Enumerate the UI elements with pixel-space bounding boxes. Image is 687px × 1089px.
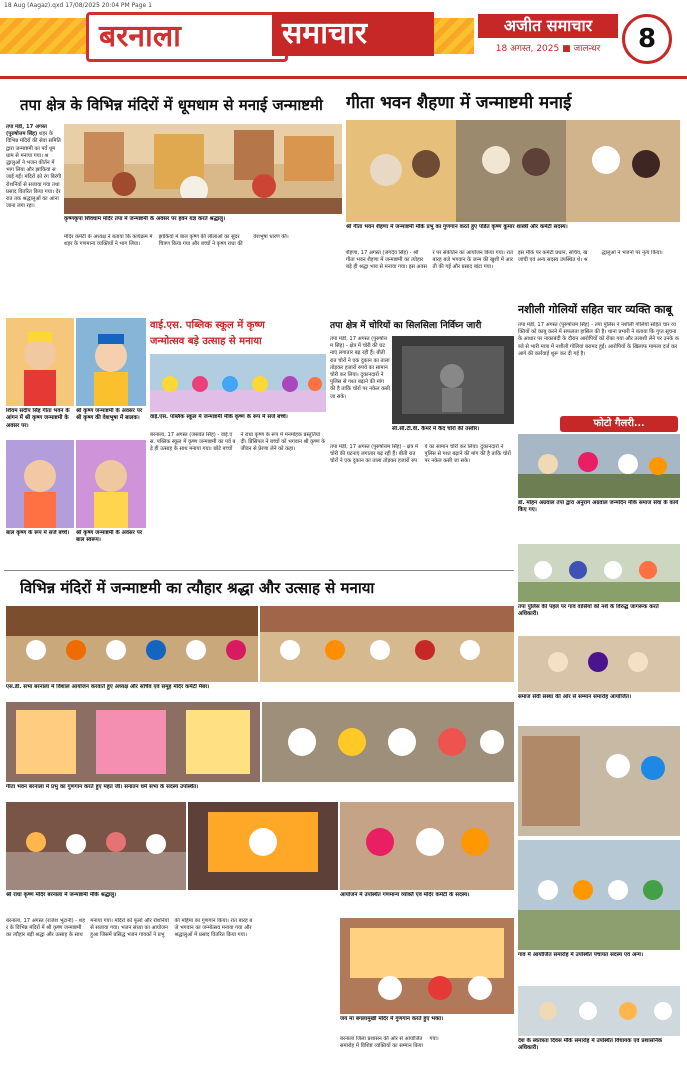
story6-photo-6: [188, 802, 338, 890]
kid-photo-3: [6, 440, 74, 528]
story6-photo-2: [260, 606, 514, 682]
newspaper-brand: अजीत समाचार: [478, 14, 618, 38]
print-info-line: 18 Aug (Aagaz).qxd 17/08/2025 20:04 PM Page 1: [4, 2, 152, 9]
kid-caption-2: श्री कृष्ण जन्माष्टमी के अवसर पर श्री कृष्ण की वेशभूषा में बालक।: [76, 408, 143, 422]
story4-caption: वाई.एस. पब्लिक स्कूल में जन्माष्टमी मौके कृष्ण के रूप में सजे बच्चे।: [150, 414, 288, 420]
story2-body2: इस मौके पर कमेटी प्रधान, सचिव, खजांची एवं अन्य सदस्य उपस्थित थे। श्रद्धालुओं ने भजनों पर नृत्य किया।: [518, 250, 663, 264]
story1-photo: [64, 124, 342, 214]
story6-photo-8: [340, 918, 514, 1014]
story4-body: बरनाला, 17 अगस्त (जसवंत सिंह) - वाई.एस. पब्लिक स्कूल में कृष्ण जन्माष्टमी का पर्व बड़े ही उत्साह के साथ मनाया गया। छोटे बच्चों ने राधा कृष्ण के रूप में मनमोहक प्रस्तुतियां दीं। प्रिंसिपल ने बच्चों को भगवान श्री कृष्ण के जीवन से प्रेरणा लेने को कहा।: [150, 432, 326, 453]
story6-headline: विभिन्न मंदिरों में जन्माष्टमी का त्यौहार श्रद्धा और उत्साह से मनाया: [20, 579, 375, 597]
story6-body: बरनाला, 17 अगस्त (राजेश भूटानी) - शहर के विभिन्न मंदिरों में श्री कृष्ण जन्माष्टमी का त्यौहार बड़ी श्रद्धा और उत्साह के साथ मनाया गया। मंदिरों को फूलों और रोशनियों से सजाया गया। भजन संध्या का आयोजन हुआ जिसमें प्रसिद्ध भजन गायकों ने प्रभु की महिमा का गुणगान किया। रात बारह बजे भगवान का जन्मोत्सव मनाया गया और श्रद्धालुओं में प्रसाद वितरित किया गया।: [6, 918, 253, 939]
gallery-caption-3: समाज सेवी संस्था की ओर से सम्मान समारोह आयोजित।: [518, 694, 632, 700]
cctv-footage-photo: [392, 336, 514, 424]
story2-body: शैहणा, 17 अगस्त (जगदेव सिंह) - श्री गीता भवन शैहणा में जन्माष्टमी का त्योहार बड़े ही श्रद्धा भाव से मनाया गया। इस अवसर पर संकीर्तन का आयोजन किया गया। रात बारह बजे भगवान के जन्म की खुशी में आरती की गई और प्रसाद बांटा गया।: [346, 250, 513, 271]
story2-headline: गीता भवन शैहणा में जन्माष्टमी मनाई: [346, 93, 572, 113]
story3-body: तपा मंडी, 17 अगस्त (पुरुषोत्तम सिंह) - तपा पुलिस ने नशीली गोलियों सहित चार व्यक्तियों को काबू करने में सफलता हासिल की है। थाना प्रभारी ने बताया कि गुप्त सूचना के आधार पर नाकाबंदी के दौरान आरोपियों को रोका गया और तलाशी लेने पर उनके कब्जे से भारी मात्रा में नशीली गोलियां बरामद हुईं। आरोपियों के खिलाफ मामला दर्ज कर आगे की कार्रवाई शुरू कर दी गई है।: [518, 322, 679, 357]
masthead-title-left: [86, 12, 288, 62]
gallery-group-photo-5: [518, 840, 680, 950]
story1-caption: कृष्णकृपा शिवधाम मंदिर तपा में जन्माष्टमी के अवसर पर हवन यज्ञ करते श्रद्धालु।: [64, 216, 226, 222]
story1-dateline: तपा मंडी, 17 अगस्त (पुरुषोत्तम सिंह): [6, 124, 47, 138]
section-divider: [4, 570, 514, 571]
story7-caption: देश के स्वतंत्रता दिवस मौके समारोह में उपस्थित विधायक एवं प्रशासनिक अधिकारी।: [518, 1038, 663, 1052]
story6-photo-3: [6, 702, 260, 782]
story1-headline: तपा क्षेत्र के विभिन्न मंदिरों में धूमधाम से मनाई जन्माष्टमी: [20, 96, 323, 114]
temple-stage-photo: [188, 802, 338, 890]
story5-photo: [392, 336, 514, 424]
story7-body: बरनाला जिला प्रशासन की ओर से आयोजित समारोह में विशिष्ट व्यक्तियों का सम्मान किया गया।: [340, 1036, 439, 1050]
masthead-stripe-left: [0, 18, 86, 54]
kid-krishna-photo-1: [6, 318, 74, 406]
masthead-right-text: समाचार: [282, 16, 368, 51]
story6-photo-4: [262, 702, 514, 782]
story2-photo: [346, 120, 680, 222]
masthead-stripe-right: [434, 18, 474, 54]
issue-date-place: 18 अगस्त, 2025 ■ जालन्धर: [495, 44, 601, 54]
story5-body: तपा मंडी, 17 अगस्त (पुरुषोत्तम सिंह) - क्षेत्र में चोरी की घटनाएं लगातार बढ़ रही हैं। बीती रात चोरों ने एक दुकान का ताला तोड़कर हजारों रुपये का सामान चोरी कर लिया। दुकानदारों ने पुलिस से गश्त बढ़ाने की मांग की है ताकि चोरों पर नकेल कसी जा सके।: [330, 336, 390, 400]
story5-headline: तपा क्षेत्र में चोरियों का सिलसिला निर्विघ्न जारी: [330, 321, 482, 331]
story4-photo: [150, 354, 326, 412]
story6-caption-1: एस.डी. सभा बरनाला में विशाल आयोजन करवाते हुए अध्यक्ष और सचिव एवं समूह मंदिर कमेटी मैंबर।: [6, 684, 210, 690]
story1-body: [6, 124, 62, 314]
story4-headline-2: जन्मोत्सव बड़े उत्साह से मनाया: [150, 336, 262, 347]
story6-caption-5: जय मां बगलामुखी मंदिर में गुणगान करते हुए भक्त।: [340, 1016, 444, 1022]
gallery-group-photo-6: [518, 986, 680, 1036]
story6-photo-5: [6, 802, 186, 890]
kid-photo-2: [76, 318, 146, 406]
kid-krishna-photo-4: [76, 440, 146, 528]
gita-bhawan-photo: [346, 120, 680, 222]
story1-body2: मंदिर कमेटी के अध्यक्ष ने बताया कि कार्यक्रम में शहर के गणमान्य व्यक्तियों ने भाग लिया। झांकियों में बाल कृष्ण की लीलाओं का सुंदर चित्रण किया गया और बच्चों ने कृष्ण राधा की वेशभूषा धारण की।: [64, 234, 289, 248]
masthead-divider: [0, 76, 687, 79]
women-devotees-photo: [340, 802, 514, 890]
temple-havan-photo: [64, 124, 342, 214]
story1-text: शहर के विभिन्न मंदिरों की सेवा समिति द्वारा जन्माष्टमी का पर्व धूमधाम से मनाया गया। श्रद्धालुओं ने भजन कीर्तन में भाग लिया और झांकियां सजाई गईं। मंदिरों को रंग बिरंगी रोशनियों से सजाया गया तथा प्रसाद वितरित किया गया। देर रात तक श्रद्धालुओं का आना जाना लगा रहा।: [6, 131, 62, 210]
photo-gallery-label: फोटो गैलरी...: [560, 416, 678, 432]
gallery-photo-4: [518, 726, 680, 836]
gallery-group-photo-4: [518, 726, 680, 836]
gallery-photo-5: [518, 840, 680, 950]
radha-krishna-temple-photo: [262, 702, 514, 782]
masthead-title-right: [272, 12, 434, 56]
baglamukhi-temple-photo: [340, 918, 514, 1014]
story2-caption: श्री गीता भवन शैहणा में जन्माष्टमी मौके प्रभु का गुणगान करते हुए पंडित कृष्ण कुमार शास्त्री और कमेटी सदस्य।: [346, 224, 568, 230]
temple-committee-photo: [260, 606, 514, 682]
gallery-photo-1: [518, 434, 680, 498]
school-children-photo: [150, 354, 326, 412]
story6-caption-3: श्री राधा कृष्ण मंदिर बरनाला में जन्माष्टमी मौके श्रद्धालु।: [6, 892, 117, 898]
masthead-left-text: बरनाला: [99, 19, 181, 54]
story6-caption-4: आयोजन में उपस्थित गणमान्य व्यक्ति एवं मंदिर कमेटी के सदस्य।: [340, 892, 470, 898]
kid-caption-3: बाल कृष्ण के रूप में सजे बच्चे।: [6, 530, 70, 536]
gita-bhawan-barnala-photo: [6, 702, 260, 782]
kid-krishna-photo-2: [76, 318, 146, 406]
gallery-caption-2: तपा पुलिस की पहल पर गांव वासियों को नशे के विरुद्ध जागरूक करते अधिकारी।: [518, 604, 659, 618]
gallery-photo-3: [518, 636, 680, 692]
gallery-group-photo-3: [518, 636, 680, 692]
story6-caption-2: गीता भवन बरनाला में प्रभु का गुणगान करते हुए महंत जी। सनातन धर्म सभा के सदस्य उपस्थित।: [6, 784, 199, 790]
kid-krishna-photo-3: [6, 440, 74, 528]
page-number: 8: [622, 14, 672, 64]
sd-sabha-group-photo: [6, 606, 258, 682]
kid-caption-4: श्री कृष्ण जन्माष्टमी के अवसर पर बाल स्वरूप।: [76, 530, 143, 544]
gallery-group-photo-2: [518, 544, 680, 602]
kid-photo-4: [76, 440, 146, 528]
story3-headline: नशीली गोलियों सहित चार व्यक्ति काबू: [518, 303, 672, 316]
kid-photo-1: [6, 318, 74, 406]
gallery-photo-2: [518, 544, 680, 602]
story4-headline-1: वाई.एस. पब्लिक स्कूल में कृष्ण: [150, 320, 265, 331]
story5-body2: तपा मंडी, 17 अगस्त (पुरुषोत्तम सिंह) - क्षेत्र में चोरी की घटनाएं लगातार बढ़ रही हैं। बीती रात चोरों ने एक दुकान का ताला तोड़कर हजारों रुपये का सामान चोरी कर लिया। दुकानदारों ने पुलिस से गश्त बढ़ाने की मांग की है ताकि चोरों पर नकेल कसी जा सके।: [330, 444, 511, 465]
story5-caption: सी.सी.टी.वी. कैमरे में कैद चोरों की तस्वीर।: [392, 426, 480, 432]
crowd-devotees-photo: [6, 802, 186, 890]
gallery-group-photo-1: [518, 434, 680, 498]
gallery-photo-6: [518, 986, 680, 1036]
story6-photo-7: [340, 802, 514, 890]
gallery-caption-4: गांव में आयोजित समारोह में उपस्थित पंचायत सदस्य एवं अन्य।: [518, 952, 644, 958]
kid-caption-1: शिवम संदीप सिंह गीता भवन के आंगन में श्री कृष्ण जन्माष्टमी के अवसर पर।: [6, 408, 70, 429]
gallery-caption-1: डॉ. मोहन अग्रवाल तपा द्वारा अनुराग अग्रवाल जन्मदिन मौके समाज सेवा के कार्य किए गए।: [518, 500, 679, 514]
story6-photo-1: [6, 606, 258, 682]
